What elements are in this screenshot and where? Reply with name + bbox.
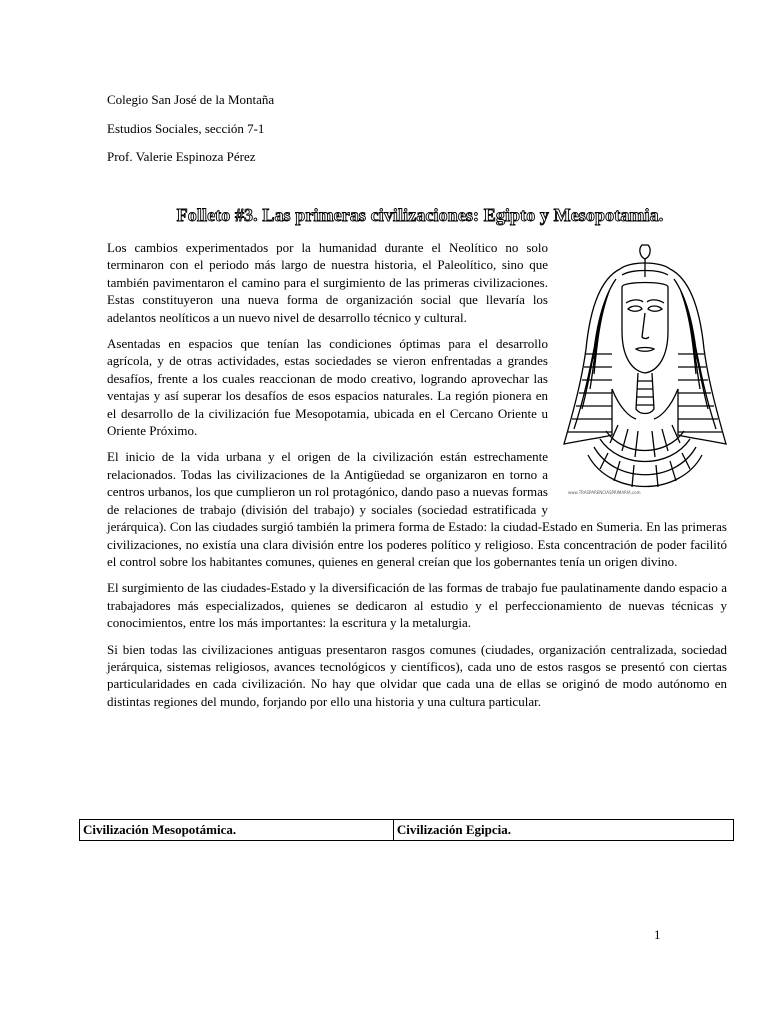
page-title: Folleto #3. Las primeras civilizaciones: Egipto y Mesopotamia. — [176, 205, 664, 225]
paragraph-4: El surgimiento de las ciudades-Estado y la diversificación de las formas de trabajo fue paulatinamente dando espacio a trabajadores más especializados, quienes se dedicaron al estudio y el perfeccionamiento de nuevas técnicas y conocimientos, entre los más importantes: la escritura y la metalurgia. — [107, 580, 727, 631]
column-mesopotamia: Civilización Mesopotámica. — [80, 820, 394, 841]
table-header-row — [80, 820, 734, 841]
paragraph-3: El inicio de la vida urbana y el origen de la civilización están estrechamente relacionados. Todas las civilizaciones de la Antigüedad se organizaron en torno a centros urbanos, los que cumplieron un rol protagónico, dando paso a nuevas formas de relaciones de trabajo (división del trabajo) y sociales (sociedad estratificada y jerárquica). Con las ciudades surgió también la primera forma de Estado: la ciudad-Estado en Sumeria. En las primeras civilizaciones, no existía una clara división entre los poderes político y religioso. Esta concentración de poder facilitó el control sobre los habitantes comunes, quienes en general creían que los gobernantes tenía un origen divino. — [107, 449, 727, 569]
school-name: Colegio San José de la Montaña — [107, 92, 275, 107]
column-egypt: Civilización Egipcia. — [393, 820, 733, 841]
body-text — [107, 239, 727, 719]
paragraph-1: Los cambios experimentados por la humanidad durante el Neolítico no solo terminaron con el periodo más largo de nuestra historia, el Paleolítico, sino que también pavimentaron el camino para el surgimiento de las primeras civilizaciones. Estas constituyeron una nueva forma de organización social que llevaría los adelantos neolíticos a un nuevo nivel de desarrollo técnico y cultural. — [107, 240, 548, 325]
course-name: Estudios Sociales, sección 7-1 — [107, 121, 265, 136]
image-credit: www.TRASPARENCIASPRIMARIA.com — [568, 489, 641, 495]
tutankhamun-mask-icon — [560, 239, 730, 501]
paragraph-5: Si bien todas las civilizaciones antiguas presentaron rasgos comunes (ciudades, organización centralizada, sociedad jerárquica, sistemas religiosos, avances tecnológicos y científicos), cada uno de estos rasgos se presentó con ciertas particularidades en cada civilización. No hay que olvidar que cada una de ellas se originó de modo autónomo en distintas regiones del mundo, forjando por ello una historia y una cultura particular. — [107, 641, 727, 709]
pharaoh-mask-illustration — [560, 239, 730, 501]
civilizations-table — [79, 819, 734, 841]
paragraph-2: Asentadas en espacios que tenían las condiciones óptimas para el desarrollo agrícola, y de otras actividades, estas sociedades se vieron enfrentadas a grandes desafíos, frente a los cuales reaccionan de modo creativo, logrando aprovechar las ventajas y así superar los desafíos de esos espacios naturales. La región pionera en el desarrollo de la civilización fue Mesopotamia, ubicada en el Cercano Oriente u Oriente Próximo. — [107, 336, 548, 439]
page-number: 1 — [654, 927, 661, 942]
teacher-name: Prof. Valerie Espinoza Pérez — [107, 149, 256, 164]
